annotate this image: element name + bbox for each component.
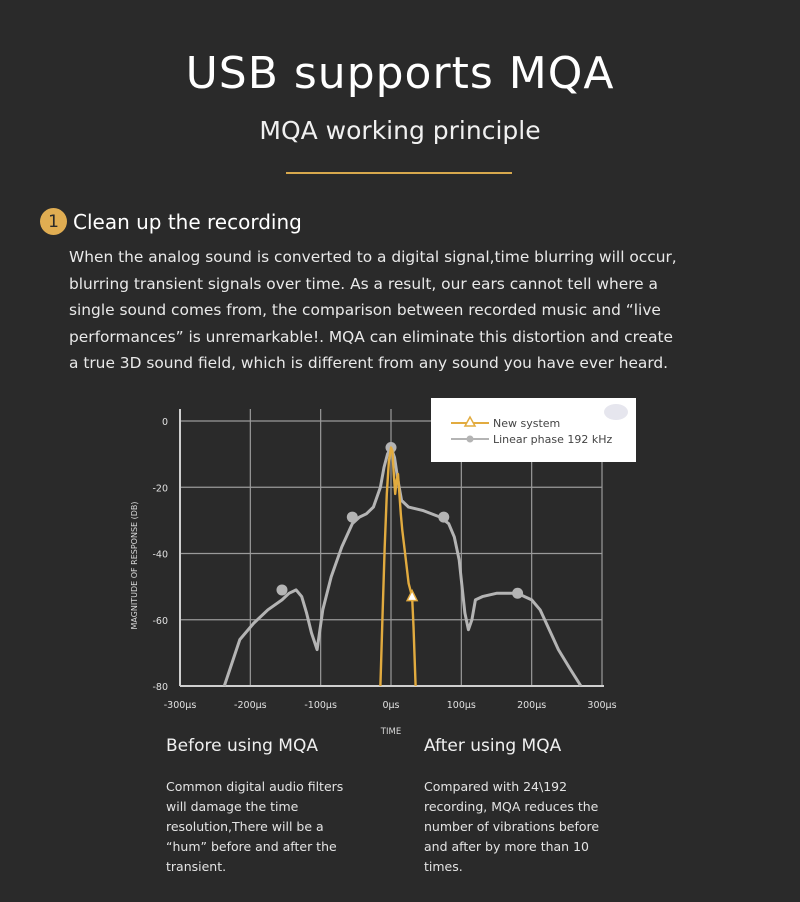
before-line: will damage the time [166,799,299,814]
series-marker [512,588,523,599]
section-header [40,208,302,235]
legend-marker [467,436,474,443]
y-tick-label: -60 [152,615,168,627]
legend-label: New system [493,417,561,430]
y-tick-label: -40 [152,549,168,561]
paragraph-line: a true 3D sound field, which is different from any sound you have ever heard. [69,354,669,372]
series-marker [276,584,287,595]
paragraph-line: performances” is unremarkable!. MQA can eliminate this distortion and create [69,327,674,346]
page-title: USB supports MQA [185,48,615,99]
x-tick-label: 300μs [587,700,617,711]
y-axis-title: MAGNITUDE OF RESPONSE (DB) [130,501,139,630]
y-tick-label: -20 [152,483,168,495]
y-tick-label: 0 [161,417,168,428]
series-line-1 [380,448,415,687]
paragraph-line: When the analog sound is converted to a digital signal,time blurring will occur, [69,248,677,266]
x-tick-label: 100μs [446,700,476,711]
before-line: Common digital audio filters [166,779,344,794]
paragraph-line: blurring transient signals over time. As a result, our ears cannot tell where a [69,274,658,293]
section-paragraph [69,244,769,377]
legend-box [431,398,636,462]
before-line: transient. [166,859,227,874]
before-mqa-heading: Before using MQA [166,736,318,756]
after-line: Compared with 24\192 [424,779,568,794]
section-title: Clean up the recording [73,209,302,234]
series-marker [407,591,417,601]
section-number-badge: 1 [40,208,67,235]
x-tick-label: -300μs [163,700,197,711]
x-tick-label: 200μs [517,700,547,711]
after-mqa-heading: After using MQA [424,736,562,756]
legend-label: Linear phase 192 kHz [493,433,613,446]
after-line: times. [424,859,463,874]
impulse-response-chart [0,398,800,748]
paragraph-line: single sound comes from, the comparison between recorded music and “live [69,301,661,319]
before-mqa-text [166,777,343,877]
series-marker [347,512,358,523]
page-subtitle: MQA working principle [259,116,541,145]
x-tick-label: -100μs [304,700,337,711]
series-marker [438,512,449,523]
x-tick-label: -200μs [234,700,267,711]
before-line: resolution,There will be a [166,819,324,834]
after-mqa-text [424,777,599,877]
after-line: number of vibrations before [424,819,600,834]
y-tick-label: -80 [152,682,168,693]
title-divider [286,172,512,174]
after-line: recording, MQA reduces the [424,799,599,814]
x-tick-label: 0μs [382,700,400,711]
after-line: and after by more than 10 [424,839,589,854]
before-line: “hum” before and after the [166,839,337,854]
series-line-0 [224,448,581,687]
x-axis-title: TIME [380,727,402,737]
legend-decoration [604,404,628,420]
